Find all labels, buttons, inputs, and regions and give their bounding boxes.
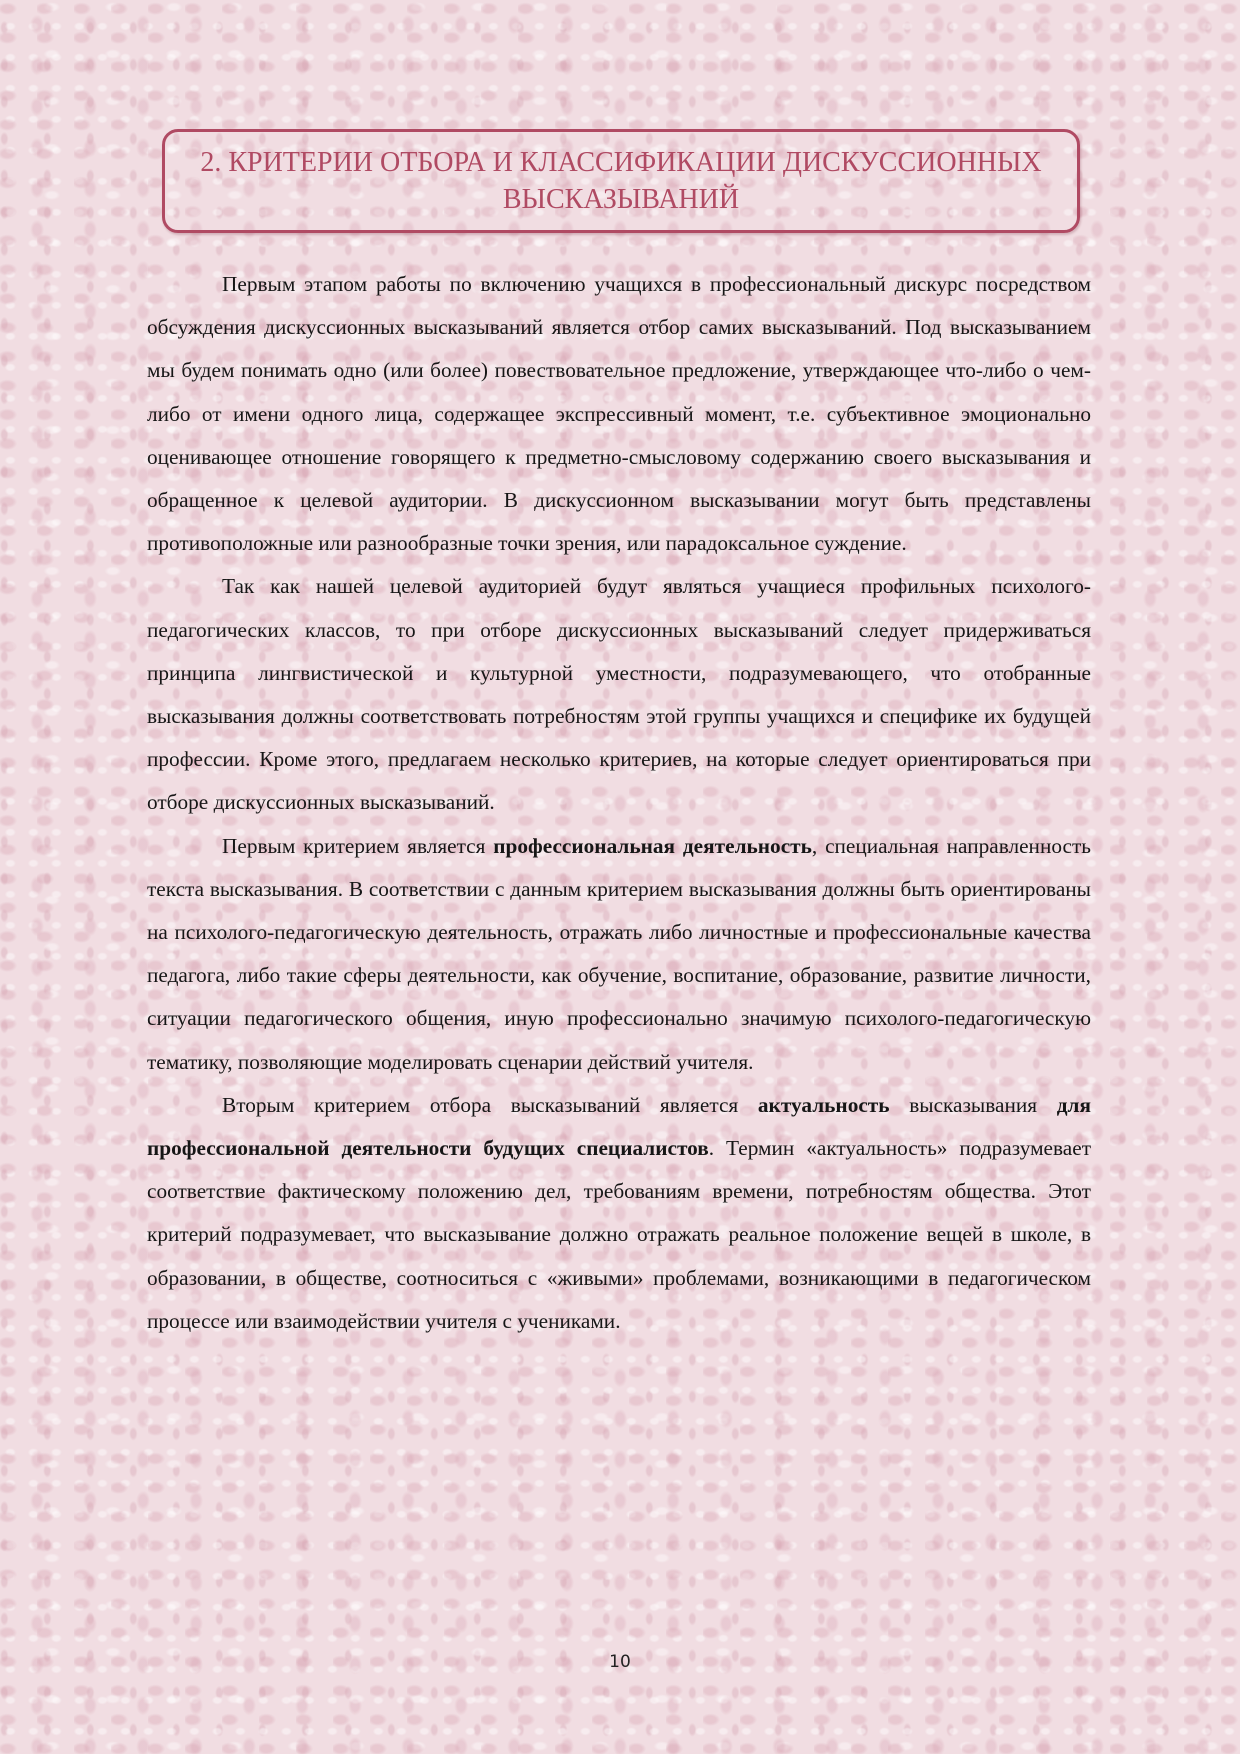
body-text xyxy=(147,263,1091,1343)
paragraph-3-bold-term: профессиональная деятельность xyxy=(493,833,812,858)
paragraph-4-bold-term: актуальность xyxy=(757,1092,890,1117)
paragraph-3-before: Первым критерием является xyxy=(222,833,494,858)
paragraph-3-after: , специальная направленность текста высказывания. В соответствии с данным критерием высказывания должны быть ориентированы на психолого-педагогическую деятельность, отражать либо личностные и профессиональные качества педагога, либо такие сферы деятельности, как обучение, воспитание, образование, развитие личности, ситуации педагогического общения, иную профессионально значимую психолого-педагогическую тематику, позволяющие моделировать сценарии действий учителя. xyxy=(147,833,1092,1074)
page-number: 10 xyxy=(609,1652,631,1672)
paragraph-3 xyxy=(147,825,1091,1084)
section-heading-line1: 2. КРИТЕРИИ ОТБОРА И КЛАССИФИКАЦИИ ДИСКУССИОННЫХ xyxy=(200,147,1042,178)
paragraph-4-middle: высказывания xyxy=(889,1092,1057,1117)
paragraph-4 xyxy=(147,1084,1091,1343)
paragraph-2-text: Так как нашей целевой аудиторией будут являться учащиеся профильных психолого-педагогических классов, то при отборе дискуссионных высказываний следует придерживаться принципа лингвистической и культурной уместности, подразумевающего, что отобранные высказывания должны соответствовать потребностям этой группы учащихся и специфике их будущей профессии. Кроме этого, предлагаем несколько критериев, на которые следует ориентироваться при отборе дискуссионных высказываний. xyxy=(147,574,1091,815)
paragraph-4-after: . Термин «актуальность» подразумевает соответствие фактическому положению дел, требованиям времени, потребностям общества. Этот критерий подразумевает, что высказывание должно отражать реальное положение вещей в школе, в образовании, в обществе, соотноситься с «живыми» проблемами, возникающими в педагогическом процессе или взаимодействии учителя с учениками. xyxy=(147,1136,1092,1333)
paragraph-2 xyxy=(147,565,1091,824)
paragraph-1-text: Первым этапом работы по включению учащихся в профессиональный дискурс посредством обсуждения дискуссионных высказываний является отбор самих высказываний. Под высказыванием мы будем понимать одно (или более) повествовательное предложение, утверждающее что-либо о чем-либо от имени одного лица, содержащее экспрессивный момент, т.е. субъективное эмоционально оценивающее отношение говорящего к предметно-смысловому содержанию своего высказывания и обращенное к целевой аудитории. В дискуссионном высказывании могут быть представлены противоположные или разнообразные точки зрения, или парадоксальное суждение. xyxy=(147,272,1091,556)
paragraph-4-bold-phrase: для профессиональной деятельности будущих специалистов xyxy=(147,1092,1091,1161)
section-heading xyxy=(200,144,1041,218)
section-heading-box xyxy=(162,129,1080,233)
paragraph-1 xyxy=(147,263,1091,565)
section-heading-line2: ВЫСКАЗЫВАНИЙ xyxy=(502,184,740,215)
paragraph-4-before: Вторым критерием отбора высказываний является xyxy=(222,1092,758,1117)
